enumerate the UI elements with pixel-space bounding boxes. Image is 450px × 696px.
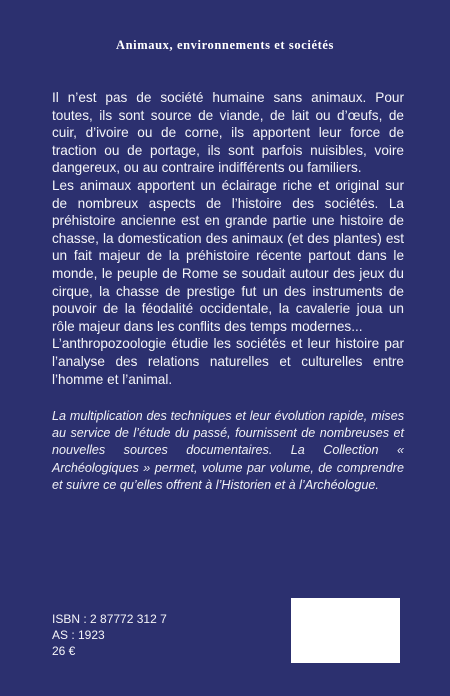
main-text xyxy=(52,89,404,388)
paragraph-2: Les animaux apportent un éclairage riche et original sur de nombreux aspects de l’histoire des sociétés. La préhistoire ancienne est en grande partie une histoire de chasse, la domestication des animaux (et des plantes) est un fait majeur de la préhistoire récente partout dans le monde, le peuple de Rome se soudait autour des jeux du cirque, la chasse de prestige fut un des instruments de pouvoir de la féodalité occidentale, la cavalerie joua un rôle majeur dans les conflits des temps modernes... xyxy=(52,177,404,334)
series-title: Animaux, environnements et sociétés xyxy=(116,38,334,52)
barcode-box xyxy=(291,598,400,663)
collection-note-text: La multiplication des techniques et leur évolution rapide, mises au service de l’étude du passé, fournissent de nombreuses et nouvelles sources documentaires. La Collection « Archéologiques » permet, volume par volume, de comprendre et suivre ce qu’elles offrent à l’Historien et à l’Archéologue. xyxy=(52,409,404,492)
collection-note xyxy=(52,408,404,494)
paragraph-3: L’anthropozoologie étudie les sociétés et leur histoire par l’analyse des relations naturelles et culturelles entre l’homme et l’animal. xyxy=(52,336,404,387)
as-number: AS : 1923 xyxy=(52,628,105,642)
paragraph-1: Il n’est pas de société humaine sans animaux. Pour toutes, ils sont source de viande, de lait ou d’œufs, de cuir, d’ivoire ou de corne, ils apportent leur force de traction ou de portage, ils sont parfois nuisibles, voire dangereux, ou au contraire indifférents ou familiers. xyxy=(52,90,404,176)
isbn: ISBN : 2 87772 312 7 xyxy=(52,612,167,626)
price: 26 € xyxy=(52,644,76,658)
book-info xyxy=(52,611,167,659)
